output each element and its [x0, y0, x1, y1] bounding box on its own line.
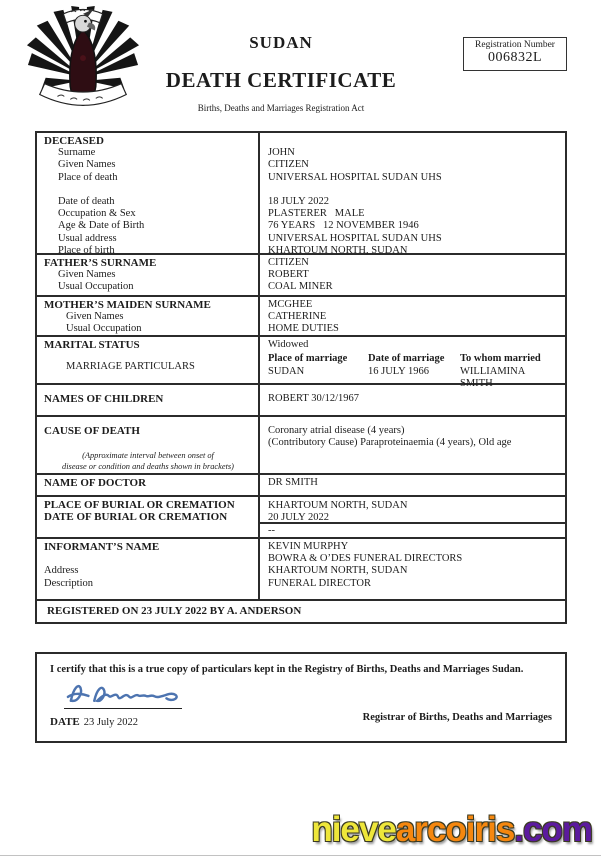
burial-labels-cell	[37, 497, 260, 537]
field-value: Coronary atrial disease (4 years)	[268, 425, 405, 436]
act-subtitle: Births, Deaths and Marriages Registration Act	[197, 103, 365, 113]
column-value: SUDAN	[268, 365, 305, 377]
field-label: Given Names	[58, 159, 116, 171]
column-value: WILLIAMINA SMITH	[460, 365, 528, 389]
registration-number-box	[463, 37, 567, 71]
field-value: UNIVERSAL HOSPITAL SUDAN UHS	[268, 232, 442, 244]
signature-underline	[64, 708, 182, 709]
field-value: FUNERAL DIRECTOR	[268, 577, 371, 589]
section-title: CAUSE OF DEATH	[44, 425, 140, 437]
field-label: Usual address	[58, 232, 117, 244]
registered-statement: REGISTERED ON 23 JULY 2022 BY A. ANDERSON	[47, 605, 302, 617]
father-labels-cell	[37, 255, 260, 295]
field-value: (Contributory Cause) Paraproteinaemia (4 years), Old age	[268, 437, 512, 449]
field-value: COAL MINER	[268, 281, 333, 293]
burial-values-cell	[260, 497, 565, 537]
cause-value-cell	[260, 417, 565, 473]
burial-place-subcell	[260, 497, 565, 524]
field-label: Given Names	[66, 311, 124, 323]
informant-labels-cell	[37, 539, 260, 599]
cause-note	[44, 451, 252, 472]
field-value: KEVIN MURPHY	[268, 541, 349, 552]
column-header: Place of marriage	[268, 353, 348, 365]
header-titles	[100, 33, 462, 113]
spacer-line	[268, 184, 559, 196]
field-value: BOWRA & O’DES FUNERAL DIRECTORS	[268, 553, 463, 565]
section-title: PLACE OF BURIAL OR CREMATION	[44, 499, 235, 511]
column-value: 16 JULY 1966	[368, 365, 429, 377]
deceased-values-cell	[260, 133, 565, 256]
doctor-label-cell	[37, 475, 260, 495]
certify-statement: I certify that this is a true copy of particulars kept in the Registry of Births, Deaths and Marriages Sudan.	[50, 664, 524, 675]
page-bottom-divider	[0, 855, 601, 856]
registered-cell	[37, 601, 565, 622]
field-label: Given Names	[58, 269, 116, 281]
page-title: DEATH CERTIFICATE	[165, 68, 397, 92]
field-value: CITIZEN	[268, 257, 309, 268]
spacer-line	[44, 553, 252, 565]
certification-box	[35, 652, 567, 743]
certificate-table	[35, 131, 567, 624]
field-value: 76 YEARS 12 NOVEMBER 1946	[268, 220, 419, 232]
field-label: Date of death	[58, 196, 115, 207]
field-value: PLASTERER MALE	[268, 208, 365, 220]
registration-number-label: Registration Number	[475, 40, 555, 50]
table-row-informant	[37, 539, 565, 601]
field-value: 18 JULY 2022	[268, 195, 329, 207]
section-title: NAMES OF CHILDREN	[44, 393, 164, 405]
cause-note-line: (Approximate interval between onset of	[82, 451, 214, 461]
field-value: 20 JULY 2022	[268, 512, 329, 524]
field-value: KHARTOUM NORTH, SUDAN	[268, 244, 408, 256]
spacer-line	[268, 135, 559, 147]
cause-note-line: disease or condition and deaths shown in brackets)	[62, 461, 234, 471]
section-title: DATE OF BURIAL OR CREMATION	[44, 511, 228, 524]
section-title: FATHER’S SURNAME	[44, 257, 157, 269]
watermark-part-nieve: nieve	[311, 810, 396, 849]
field-label: Surname	[58, 147, 96, 159]
watermark-part-arcoiris: arcoiris	[395, 810, 515, 849]
field-label: Address	[44, 565, 79, 577]
section-title: MOTHER’S MAIDEN SURNAME	[44, 299, 211, 311]
field-value: ROBERT	[268, 269, 309, 281]
doctor-value-cell	[260, 475, 565, 495]
marital-values-cell	[260, 337, 565, 389]
deceased-labels-cell	[37, 133, 260, 256]
informant-values-cell	[260, 539, 565, 599]
field-label: Place of birth	[58, 244, 115, 256]
field-value: CITIZEN	[268, 159, 309, 171]
signature-icon	[64, 678, 186, 708]
marriage-particulars-label: MARRIAGE PARTICULARS	[66, 361, 195, 373]
column-header: To whom married	[460, 353, 541, 365]
field-label: Place of death	[58, 171, 118, 183]
country-title: SUDAN	[249, 33, 313, 52]
field-value: MCGHEE	[268, 299, 313, 310]
mother-labels-cell	[37, 297, 260, 335]
cause-label-cell	[37, 417, 260, 473]
table-row-registered	[37, 601, 565, 622]
registrar-signature	[64, 678, 188, 709]
date-row	[50, 712, 138, 730]
children-value-cell	[260, 385, 565, 415]
date-label: DATE	[50, 716, 80, 728]
section-title: DECEASED	[44, 135, 104, 147]
field-value: --	[268, 525, 275, 536]
date-value: 23 July 2022	[83, 717, 139, 728]
field-value: JOHN	[268, 147, 295, 159]
burial-date-subcell	[260, 524, 565, 538]
table-row-cause	[37, 417, 565, 475]
table-row-doctor	[37, 475, 565, 497]
field-value: UNIVERSAL HOSPITAL SUDAN UHS	[268, 171, 442, 183]
table-row-burial	[37, 497, 565, 539]
marital-status-value: Widowed	[268, 339, 309, 350]
registration-number-value: 006832L	[487, 50, 543, 65]
watermark-part-com: .com	[514, 810, 592, 849]
column-header: Date of marriage	[368, 353, 445, 365]
field-label: Usual Occupation	[66, 323, 142, 335]
field-label: Usual Occupation	[58, 281, 134, 293]
table-row-marital	[37, 337, 565, 389]
children-label-cell	[37, 385, 260, 415]
table-row-children	[37, 385, 565, 417]
registrar-title: Registrar of Births, Deaths and Marriages	[362, 712, 552, 723]
mother-values-cell	[260, 297, 565, 335]
spacer-line	[44, 184, 252, 196]
table-row-mother	[37, 297, 565, 337]
field-value: DR SMITH	[268, 477, 318, 488]
section-title: NAME OF DOCTOR	[44, 477, 147, 489]
field-label: Age & Date of Birth	[58, 220, 145, 232]
field-value: ROBERT 30/12/1967	[268, 393, 360, 404]
table-row-deceased	[37, 133, 565, 255]
section-title: INFORMANT’S NAME	[44, 541, 160, 553]
field-value: CATHERINE	[268, 311, 327, 323]
father-values-cell	[260, 255, 565, 295]
field-label: Description	[44, 577, 93, 589]
table-row-father	[37, 255, 565, 297]
field-value: HOME DUTIES	[268, 323, 339, 335]
section-title: MARITAL STATUS	[44, 339, 140, 351]
field-label: Occupation & Sex	[58, 208, 136, 220]
watermark-logo	[311, 810, 592, 850]
marital-labels-cell	[37, 337, 260, 383]
certify-bottom-row	[50, 712, 552, 730]
field-value: KHARTOUM NORTH, SUDAN	[268, 565, 408, 577]
field-value: KHARTOUM NORTH, SUDAN	[268, 500, 408, 511]
